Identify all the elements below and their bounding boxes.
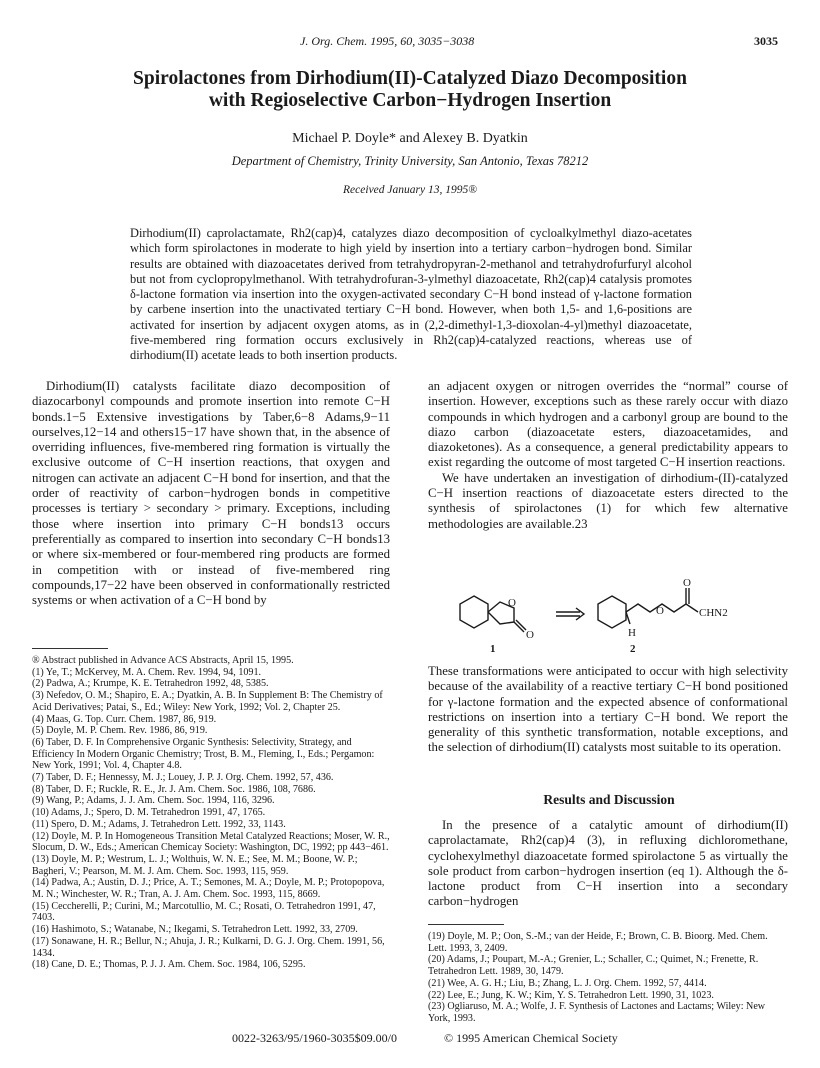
results-paragraph: In the presence of a catalytic amount of dirhodium(II) caprolactamate, Rh2(cap)4 (3), in refluxing dichloromethane, cyclohexylmethyl diazoacetate formed spirolactone 5 as virtually the sole product from carbon−hydrogen insertion (eq 1). Although the δ-lactone product from C−H insertion into a secondary carbon−hydrogen: [428, 818, 788, 909]
objective-paragraph: We have undertaken an investigation of dirhodium-(II)-catalyzed C−H insertion reactions of diazoacetate esters directed to the synthesis of spirolactones (1) for which few alternative methodologies are available.23: [428, 470, 788, 531]
left-references: [32, 655, 390, 971]
right-column-middle: [428, 664, 788, 756]
reference-item: (10) Adams, J.; Spero, D. M. Tetrahedron 1991, 47, 1765.: [32, 807, 266, 819]
reference-item: (11) Spero, D. M.; Adams, J. Tetrahedron Lett. 1992, 33, 1143.: [32, 818, 286, 830]
carbonyl-oxygen: O: [526, 629, 534, 641]
reference-item: (17) Sonawane, H. R.; Bellur, N.; Ahuja, J. R.; Kulkarni, D. G. J. Org. Chem. 1991, 56, 1434.: [32, 935, 385, 959]
reference-item: (15) Ceccherelli, P.; Curini, M.; Marcotullio, M. C.; Rosati, O. Tetrahedron 1991, 47, 7403.: [32, 900, 376, 924]
title-line-2: with Regioselective Carbon−Hydrogen Insertion: [208, 90, 612, 111]
right-column-top: [428, 379, 788, 532]
page-number: 3035: [754, 34, 778, 48]
reference-item: (8) Taber, D. F.; Ruckle, R. E., Jr. J. Am. Chem. Soc. 1986, 108, 7686.: [32, 783, 316, 795]
running-header: J. Org. Chem. 1995, 60, 3035−3038: [300, 34, 475, 48]
reference-item: (21) Wee, A. G. H.; Liu, B.; Zhang, L. J. Org. Chem. 1992, 57, 4414.: [428, 977, 707, 989]
reference-item: (23) Ogliaruso, M. A.; Wolfe, J. F. Synthesis of Lactones and Lactams; Wiley: New York, 1993.: [428, 1001, 766, 1024]
right-references: [428, 931, 788, 1025]
title-line-1: Spirolactones from Dirhodium(II)-Catalyzed Diazo Decomposition: [133, 68, 687, 89]
reference-item: (14) Padwa, A.; Austin, D. J.; Price, A. T.; Semones, M. A.; Doyle, M. P.; Protopopova, M. N.; Winchester, W. R.; Tran, A. J. Am. Chem. Soc. 1993, 115, 8669.: [32, 877, 385, 901]
cyclohexane-ring-2: [598, 596, 626, 628]
copyright-notice: © 1995 American Chemical Society: [444, 1031, 618, 1045]
reference-item: (7) Taber, D. F.; Hennessy, M. J.; Louey, J. P. J. Org. Chem. 1992, 57, 436.: [32, 772, 334, 784]
reference-item: (18) Cane, D. E.; Thomas, P. J. J. Am. Chem. Soc. 1984, 106, 5295.: [32, 959, 306, 971]
reference-item: (12) Doyle, M. P. In Homogeneous Transition Metal Catalyzed Reactions; Moser, W. R., Slocum, D. W., Eds.; American Chemicay Society: Washington, DC, 1992; pp 443−461.: [32, 830, 390, 854]
reference-item: (16) Hashimoto, S.; Watanabe, N.; Ikegami, S. Tetrahedron Lett. 1992, 33, 2709.: [32, 924, 358, 936]
reference-item: (22) Lee, E.; Jung, K. W.; Kim, Y. S. Tetrahedron Lett. 1990, 31, 1023.: [428, 989, 714, 1001]
chn2-group: CHN2: [699, 607, 728, 619]
reference-item: (3) Nefedov, O. M.; Shapiro, E. A.; Dyatkin, A. B. In Supplement B: The Chemistry of Acid Derivatives; Patai, S., Ed.; Wiley: New York, 1992; Vol. 2, Chapter 25.: [32, 690, 383, 713]
reference-item: (13) Doyle, M. P.; Westrum, L. J.; Wolthuis, W. N. E.; See, M. M.; Boone, W. P.; Bagheri, V.; Pearson, M. M. J. Am. Chem. Soc. 1993, 115, 959.: [32, 853, 358, 877]
left-column-body: [32, 379, 390, 608]
ketone-oxygen: O: [683, 578, 691, 589]
right-column-bottom: [428, 818, 788, 910]
reference-item: (20) Adams, J.; Poupart, M.-A.; Grenier, L.; Schaller, C.; Quimet, N.; Frenette, R. Tetrahedron Lett. 1989, 30, 1479.: [428, 954, 759, 978]
ring-oxygen: O: [508, 597, 516, 609]
publication-code: 0022-3263/95/1960-3035$09.00/0: [232, 1031, 397, 1045]
reference-item: (4) Maas, G. Top. Curr. Chem. 1987, 86, 919.: [32, 713, 217, 725]
compound-label-1: 1: [490, 643, 496, 654]
reference-item: ® Abstract published in Advance ACS Abstracts, April 15, 1995.: [32, 655, 294, 666]
intro-paragraph: Dirhodium(II) catalysts facilitate diazo decomposition of diazocarbonyl compounds and promote insertion into remote C−H bonds.1−5 Extensive investigations by Taber,6−8 Adams,9−11 ourselves,12−14 and others15−17 have shown that, in the absence of overriding influences, five-membered ring formation is virtually the exclusive outcome of C−H insertion reactions, that oxygen and nitrogen can activate an adjacent C−H bond for insertion, and that the order of reactivity of carbon−hydrogen bonds in competitive processes is tertiary > secondary > primary. Exceptions, including those where insertion into primary C−H bonds13 occurs preferentially as compared to insertion into secondary C−H bonds13 or where six-membered or four-membered ring products are formed in competition with or instead of five-membered ring compounds,17−22 have been observed in conformationally restricted systems or when activation of a C−H bond by: [32, 379, 390, 608]
authors: Michael P. Doyle* and Alexey B. Dyatkin: [292, 131, 528, 146]
footnote-divider-right: [428, 924, 504, 925]
reference-item: (2) Padwa, A.; Krumpe, K. E. Tetrahedron 1992, 48, 5385.: [32, 678, 269, 690]
cyclohexane-ring-1: [460, 596, 488, 628]
anticipation-paragraph: These transformations were anticipated to occur with high selectivity because of the availability of a reactive tertiary C−H bond positioned for γ-lactone formation and the expected absence of conformational restrictions on insertion into a tertiary C−H bond. We report the generality of this synthetic transformation, notable exceptions, and the selection of dirhodium(II) catalysts most suitable to its operation.: [428, 664, 788, 755]
affiliation: Department of Chemistry, Trinity University, San Antonio, Texas 78212: [231, 154, 589, 168]
article-title: [80, 68, 740, 112]
ester-oxygen: O: [656, 605, 664, 617]
section-heading: Results and Discussion: [543, 792, 675, 807]
reaction-scheme: [440, 578, 780, 654]
reference-item: (6) Taber, D. F. In Comprehensive Organic Synthesis: Selectivity, Strategy, and Efficiency In Modern Organic Chemistry; Trost, B. M., Fleming, I., Eds.; Pergamon: New York, 1991; Vol. 4, Chapter 4.8.: [32, 736, 375, 772]
reference-item: (9) Wang, P.; Adams, J. J. Am. Chem. Soc. 1994, 116, 3296.: [32, 795, 275, 807]
abstract: Dirhodium(II) caprolactamate, Rh2(cap)4, catalyzes diazo decomposition of cycloalkylmethyl diazo-acetates which form spirolactones in moderate to high yield by insertion into a tertiary carbon−hydrogen bond. Similar results are obtained with diazoacetates derived from tetrahydropyran-2-methanol and tetrahydrofurfuryl alcohol but not from cyclopropylmethanol. With tetrahydrofuran-3-ylmethyl diazoacetate, Rh2(cap)4 catalysis promotes δ-lactone formation via insertion into the oxygen-activated secondary C−H bond instead of γ-lactone formation by carbene insertion into the unactivated tertiary C−H bond. However, when both 1,5- and 1,6-positions are activated for insertion by adjacent oxygen atoms, as in (2,2-dimethyl-1,3-dioxolan-4-yl)methyl diazoacetate, five-membered ring formation occurs exclusively in Rh2(cap)4-catalyzed reactions, whereas use of dirhodium(II) acetate leads to both insertion products.: [130, 226, 692, 363]
footnote-divider: [32, 648, 108, 649]
compound-label-2: 2: [630, 643, 636, 654]
hydrogen-atom: H: [628, 627, 636, 639]
reference-item: (5) Doyle, M. P. Chem. Rev. 1986, 86, 919.: [32, 725, 208, 737]
received-date: Received January 13, 1995®: [343, 184, 477, 196]
reference-item: (1) Ye, T.; McKervey, M. A. Chem. Rev. 1994, 94, 1091.: [32, 666, 262, 678]
continued-paragraph: an adjacent oxygen or nitrogen overrides the “normal” course of insertion. However, exceptions such as these rarely occur with diazo compounds in which hydrogen and a carbonyl group are bound to the diazo carbon (diazoacetate esters, diazoacetamides, and diazoketones). As a consequence, a general predictability appears to exist regarding the outcome of most targeted C−H insertion reactions.: [428, 379, 788, 470]
reference-item: (19) Doyle, M. P.; Oon, S.-M.; van der Heide, F.; Brown, C. B. Bioorg. Med. Chem. Lett. 1993, 3, 2409.: [428, 931, 768, 954]
